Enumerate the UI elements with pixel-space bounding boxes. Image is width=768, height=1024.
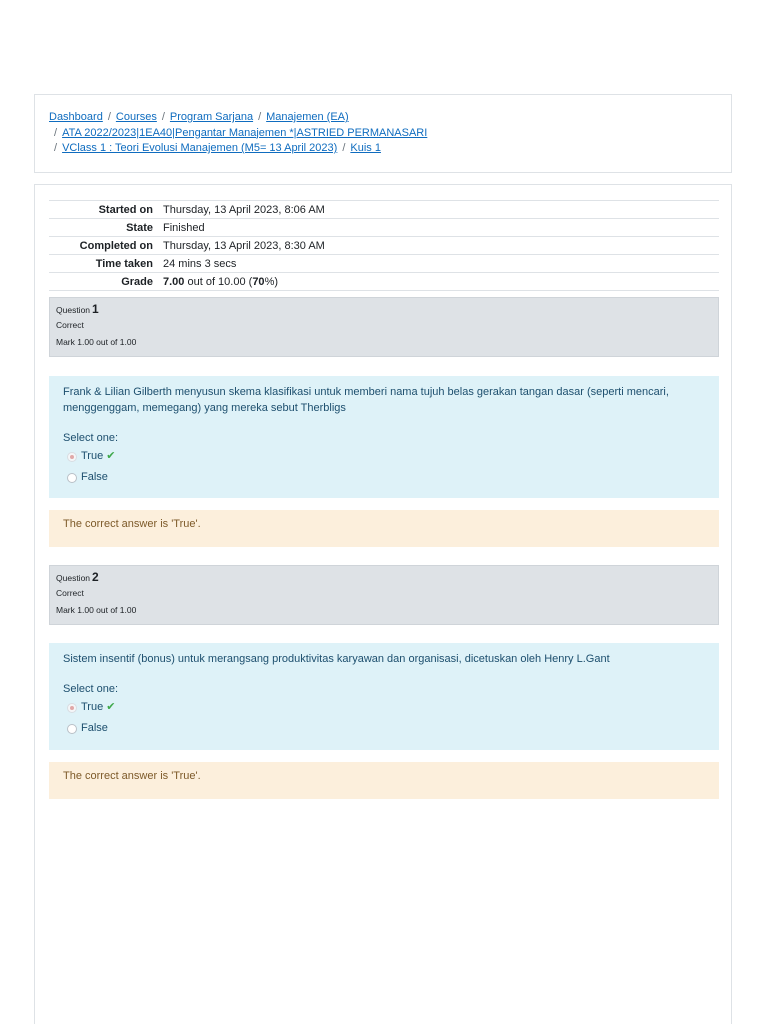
question-label: Question xyxy=(56,305,91,315)
check-icon: ✔ xyxy=(106,450,116,462)
state-label: State xyxy=(126,221,153,234)
grade-end: %) xyxy=(264,275,279,288)
radio-true[interactable] xyxy=(67,452,77,462)
option-label-false: False xyxy=(81,471,108,483)
breadcrumb-link-dashboard[interactable]: Dashboard xyxy=(49,111,103,123)
question-state: Correct xyxy=(56,588,84,598)
answer-option-true[interactable] xyxy=(63,697,705,718)
time-label: Time taken xyxy=(95,257,153,270)
question-label: Question xyxy=(56,573,91,583)
radio-false[interactable] xyxy=(67,724,77,734)
breadcrumb-separator: / xyxy=(107,111,111,123)
started-value: Thursday, 13 April 2023, 8:06 AM xyxy=(163,203,325,216)
question-text: Sistem insentif (bonus) untuk merangsang produktivitas karyawan dan organisasi, dicetuskan oleh Henry L.Gant xyxy=(63,653,610,665)
option-label-false: False xyxy=(81,722,108,734)
summary-row-started xyxy=(49,201,719,219)
started-label: Started on xyxy=(98,203,153,216)
quiz-review-region xyxy=(34,184,732,1024)
answer-option-false[interactable] xyxy=(63,718,705,739)
breadcrumb-separator: / xyxy=(342,142,346,154)
option-label-true: True xyxy=(81,450,104,462)
correct-answer-text: The correct answer is 'True'. xyxy=(63,770,201,782)
grade-value xyxy=(163,273,719,291)
quiz-summary-table xyxy=(49,200,719,291)
question-formulation-2 xyxy=(49,643,719,750)
summary-row-grade xyxy=(49,273,719,291)
correct-answer-text: The correct answer is 'True'. xyxy=(63,518,201,530)
question-formulation-1 xyxy=(49,376,719,498)
question-state: Correct xyxy=(56,320,84,330)
breadcrumb-link-program-sarjana[interactable]: Program Sarjana xyxy=(169,111,254,123)
question-info-1 xyxy=(49,297,719,357)
question-info-2 xyxy=(49,565,719,625)
question-mark: Mark 1.00 out of 1.00 xyxy=(56,337,137,347)
question-number: 2 xyxy=(92,570,99,584)
breadcrumb-separator: / xyxy=(161,111,165,123)
radio-true[interactable] xyxy=(67,703,77,713)
select-one-prompt: Select one: xyxy=(63,432,119,444)
question-mark: Mark 1.00 out of 1.00 xyxy=(56,605,137,615)
summary-row-state xyxy=(49,219,719,237)
completed-label: Completed on xyxy=(79,239,153,252)
question-feedback-1 xyxy=(49,510,719,547)
answer-option-false[interactable] xyxy=(63,467,705,488)
check-icon: ✔ xyxy=(106,701,116,713)
summary-row-completed xyxy=(49,237,719,255)
breadcrumb-link-vclass[interactable]: VClass 1 : Teori Evolusi Manajemen (M5= 13 April 2023) xyxy=(62,142,338,154)
completed-value: Thursday, 13 April 2023, 8:30 AM xyxy=(163,239,325,252)
grade-percent: 70 xyxy=(252,275,265,288)
state-value: Finished xyxy=(163,221,205,234)
breadcrumb-link-kuis[interactable]: Kuis 1 xyxy=(350,142,381,154)
breadcrumb-link-course[interactable]: ATA 2022/2023|1EA40|Pengantar Manajemen *|ASTRIED PERMANASARI xyxy=(62,126,428,139)
question-feedback-2 xyxy=(49,762,719,799)
grade-outof: out of 10.00 ( xyxy=(184,275,253,288)
option-label-true: True xyxy=(81,701,104,713)
answer-option-true[interactable] xyxy=(63,446,705,467)
summary-row-time xyxy=(49,255,719,273)
question-text: Frank & Lilian Gilberth menyusun skema klasifikasi untuk memberi nama tujuh belas gerakan tangan dasar (seperti mencari, menggenggam, memegang) yang mereka sebut Therbligs xyxy=(63,386,669,414)
grade-score: 7.00 xyxy=(163,275,185,288)
question-number: 1 xyxy=(92,302,99,316)
radio-false[interactable] xyxy=(67,473,77,483)
breadcrumb-separator: / xyxy=(258,111,262,123)
breadcrumb-link-courses[interactable]: Courses xyxy=(115,111,157,123)
select-one-prompt: Select one: xyxy=(63,683,119,695)
breadcrumb xyxy=(34,94,732,173)
time-value: 24 mins 3 secs xyxy=(163,257,237,270)
breadcrumb-separator: / xyxy=(54,142,58,154)
grade-label: Grade xyxy=(121,275,153,288)
breadcrumb-separator: / xyxy=(54,126,58,139)
breadcrumb-link-manajemen[interactable]: Manajemen (EA) xyxy=(266,111,349,123)
